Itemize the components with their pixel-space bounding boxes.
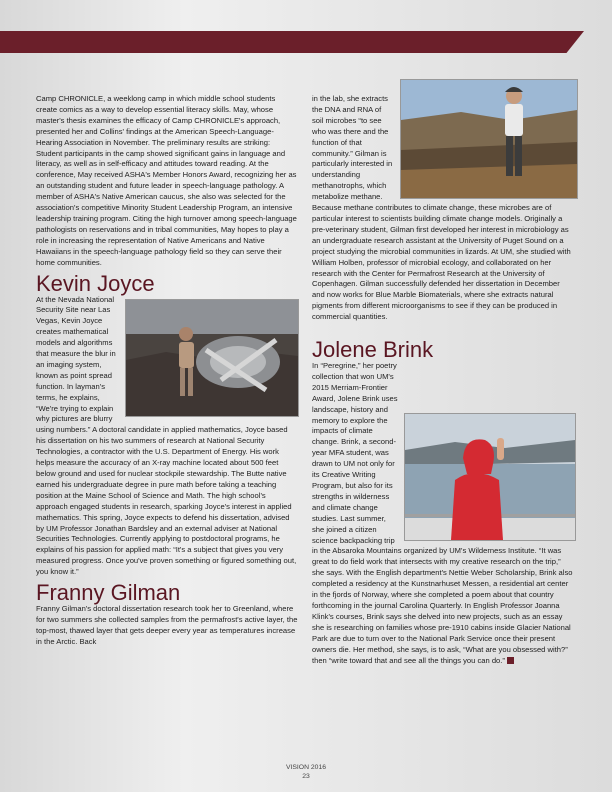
kevin-joyce-heading: Kevin Joyce <box>36 270 155 296</box>
header-band <box>0 31 584 53</box>
kevin-joyce-image <box>126 300 298 416</box>
right-column <box>312 94 574 666</box>
end-mark-icon <box>507 657 514 664</box>
left-column <box>36 94 298 648</box>
footer-page-number: 23 <box>302 773 310 780</box>
jolene-brink-heading: Jolene Brink <box>312 337 434 363</box>
intro-paragraph: Camp CHRONICLE, a weeklong camp in which middle school students create comics as a way to develop essential literacy skills. May, whose master's thesis examines the efficacy of Camp CHRONICLE's approach, presented her and Collins' findings at the American Speech-Language-Hearing Association in November. The preliminary results are striking: Student participants in the camp showed significant gains in language and literacy, as well as in self-efficacy and attitudes toward reading. At the conference, May received ASHA's Member Honors Award, recognizing her as an outstanding student and future leader in speech-language pathology. A member of ASHA's Native American caucus, she also was selected for the association's competitive Minority Student Leadership Program, an intensive leadership training program. Citing the high turnover among speech-language pathologists on reservations and in tribal communities, May hopes to play a role in increasing the representation of Native Americans and Native Hawaiians in the speech-language pathology field so they can serve their home communities. <box>36 94 297 267</box>
franny-gilman-photo <box>400 79 578 199</box>
franny-gilman-body-start: Franny Gilman's doctoral dissertation research took her to Greenland, where for two summers she collected samples from the permafrost's active layer, the top-most, thawed layer that gets deeper every year as temperatures increase in the Arctic. Back <box>36 604 298 646</box>
jolene-brink-text: In “Peregrine,” her poetry collection that won UM's 2015 Merriam-Frontier Award, Jolene Brink uses landscape, history and memory to explore the impacts of climate change. Brink, a second-year MFA student, was drawn to UM not only for its Creative Writing Program, but also for its strengths in wilderness and climate change studies. Last summer, she joined a citizen science backpacking trip in the Absaroka Mountains organized by UM's Wilderness Institute. “It was great to do field work that intersects with my creative research on the trip,” she says. With the English department's Nettie Weber Scholarship, Brink also completed a residency at the Kunstnarhuset Messen, a residential art center in the fjords of Norway, where she completed a poem about that country forthcoming in the journal Carolina Quarterly. In English Professor Joanna Klink's courses, Brink says she delved into new projects, such as an essay she is researching on families whose pre-1910 cabins inside Glacier National Park are due to turn over to the National Park Service once their present owners die. Her method, she says, is to ask, “What are you obsessed with?” then “write toward that and see all the things you can do.” <box>312 361 573 665</box>
jolene-brink-image <box>405 414 575 540</box>
franny-gilman-image <box>401 80 577 198</box>
kevin-joyce-body: At the Nevada National Security Site near Las Vegas, Kevin Joyce creates mathematical models and algorithms that measure the blur in an imaging system, known as point spread function. In layman's terms, he explains, “We're trying to explain why pictures are blurry using numbers.” A doctoral candidate in applied mathematics, Joyce based his dissertation on his two summers of research at National Security Technologies, a contractor with the U.S. Department of Energy. His work helps measure the accuracy of an X-ray machine located about 500 feet below ground and used for nuclear stockpile stewardship. The Butte native earned his undergraduate degree in pure math before taking a teaching position at the Maine School of Science and Math. The high school's approach engaged students in research, sparking Joyce's interest in applied mathematics. This spring, Joyce expects to defend his dissertation, advised by UM Professor Jonathan Bardsley and an external adviser at National Securities Technologies. Currently applying to postdoctoral programs, he explains of his passion for applied math: “It's a subject that gives you very measured progress. Once you've proven something or figured something out, you know it.” <box>36 294 297 577</box>
franny-gilman-body-cont: in the lab, she extracts the DNA and RNA of soil microbes “to see who was there and the function of that community.” Gilman is particularly interested in understanding methanotrophs, which metabolize methane. Because methane contributes to climate change, these microbes are of particular interest to scientists building climate change models. Originally a pre-veterinary student, Gilman first developed her interest in microbiology as an undergraduate research assistant at the University of Puget Sound on a project studying the microbial communities in lizards. At UM, she studied with William Holben, professor of microbial ecology, and collaborated on her research with the Center for Permafrost Research at the University of Copenhagen. Gilman successfully defended her dissertation in December and now works for Blue Marble Biomaterials, where she extracts natural pigments from different microorganisms to see if they can be produced in commercial quantities. <box>312 94 571 322</box>
footer-publication: VISION 2016 <box>285 764 327 771</box>
franny-gilman-heading: Franny Gilman <box>36 580 181 606</box>
kevin-joyce-photo <box>125 299 299 417</box>
jolene-brink-photo <box>404 413 576 541</box>
